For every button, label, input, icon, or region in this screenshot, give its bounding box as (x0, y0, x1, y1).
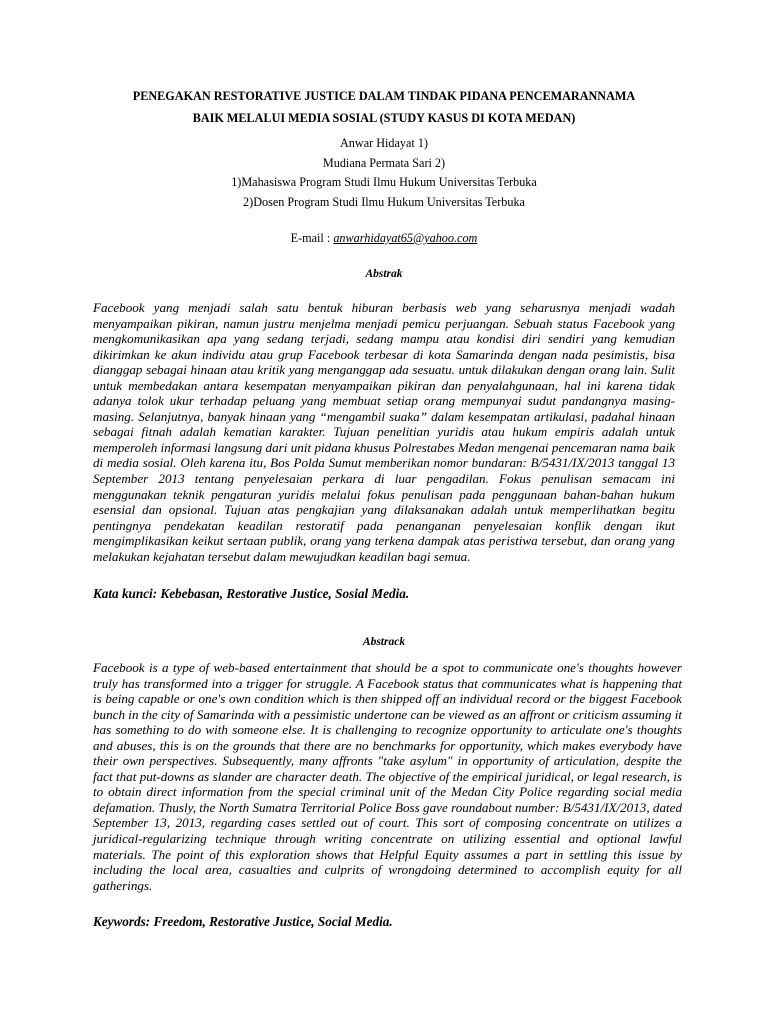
affiliation-2: 2)Dosen Program Studi Ilmu Hukum Universitas Terbuka (243, 194, 525, 209)
abstract-body: Facebook is a type of web-based entertainment that should be a spot to communicate one's thoughts however truly has transformed into a trigger for struggle. A Facebook status that communicates what is happening that is being capable or one's own condition which is then shipped off an individual record or the biggest Facebook bunch in the city of Samarinda with a pessimistic undertone can be viewed as an affront or criticism assuming it has something to do with someone else. It is challenging to recognize opportunity to articulate one's thoughts and abuses, this is on the grounds that there are no benchmarks for opportunity, which makes everybody have their own perspectives. Subsequently, many affronts "take asylum" in opportunity of articulation, despite the fact that put-downs as slander are character death. The objective of the empirical juridical, or legal research, is to obtain direct information from the special criminal unit of the Medan City Police regarding social media defamation. Thusly, the North Sumatra Territorial Police Boss gave roundabout number: B/5431/IX/2013, dated September 13, 2013, regarding cases settled out of court. This sort of composing concentrate on utilizes a juridical-regularizing technique through writing concentrate on utilizing essential and optional lawful materials. The point of this exploration shows that Helpful Equity assumes a part in settling this issue by including the local area, casualties and culprits of wrongdoing determined to accomplish equity for all gatherings. (93, 660, 682, 893)
affiliation-1: 1)Mahasiswa Program Studi Ilmu Hukum Universitas Terbuka (231, 175, 537, 189)
kata-kunci: Kata kunci: Kebebasan, Restorative Justice, Sosial Media. (93, 586, 410, 601)
email-link[interactable]: anwarhidayat65@yahoo.com (333, 231, 478, 245)
author-1: Anwar Hidayat 1) (340, 136, 428, 150)
paper-title-line-1: PENEGAKAN RESTORATIVE JUSTICE DALAM TINDAK PIDANA PENCEMARANNAMA (132, 89, 636, 103)
paper-title-line-2: BAIK MELALUI MEDIA SOSIAL (STUDY KASUS DI KOTA MEDAN) (192, 111, 576, 125)
keywords-en: Keywords: Freedom, Restorative Justice, Social Media. (93, 914, 393, 929)
email-line (80, 229, 688, 247)
author-block (80, 134, 688, 212)
author-2: Mudiana Permata Sari 2) (322, 155, 446, 170)
abstrak-heading: Abstrak (365, 268, 403, 280)
abstract-heading: Abstrack (362, 636, 406, 648)
abstrak-body: Facebook yang menjadi salah satu bentuk hiburan berbasis web yang seharusnya menjadi wadah menyampaikan pikiran, namun justru menjelma menjadi pemicu perjuangan. Sebuah status Facebook yang mengkomunikasikan apa yang sedang terjadi, sedang mampu atau kondisi diri sendiri yang kemudian dikirimkan ke akun individu atau grup Facebook terbesar di kota Samarinda dengan nada pesimistis, bisa dianggap sebagai hinaan atau kritik yang menganggap ada sesuatu. untuk dilakukan dengan orang lain. Sulit untuk membedakan antara kesempatan menyampaikan pikiran dan penyalahgunaan, hal ini karena tidak adanya tolok ukur terhadap peluang yang membuat setiap orang mempunyai sudut pandangnya masing-masing. Selanjutnya, banyak hinaan yang “mengambil suaka” dalam kesempatan artikulasi, padahal hinaan sebagai fitnah adalah kematian karakter. Tujuan penelitian yuridis atau hukum empiris adalah untuk memperoleh informasi langsung dari unit pidana khusus Polrestabes Medan mengenai pencemaran nama baik di media sosial. Oleh karena itu, Bos Polda Sumut memberikan nomor bundaran: B/5431/IX/2013 tanggal 13 September 2013 tentang penyelesaian perkara di luar pengadilan. Fokus penulisan semacam ini menggunakan teknik pengaturan yuridis melalui fokus penulisan pada penggunaan bahan-bahan hukum esensial dan opsional. Tujuan atas pengkajian yang dilaksanakan adalah untuk memperlihatkan begitu pentingnya pendekatan keadilan restoratif pada penanganan penyelesaian konflik dengan ikut mengimplikasikan keikut sertaan publik, orang yang terkena dampak atas peristiwa tersebut, dan orang yang melakukan kejahatan tersebut dalam mewujudkan keadilan bagi semua. (93, 300, 675, 564)
email-label: E-mail : (290, 231, 334, 245)
paper-title (80, 85, 688, 129)
